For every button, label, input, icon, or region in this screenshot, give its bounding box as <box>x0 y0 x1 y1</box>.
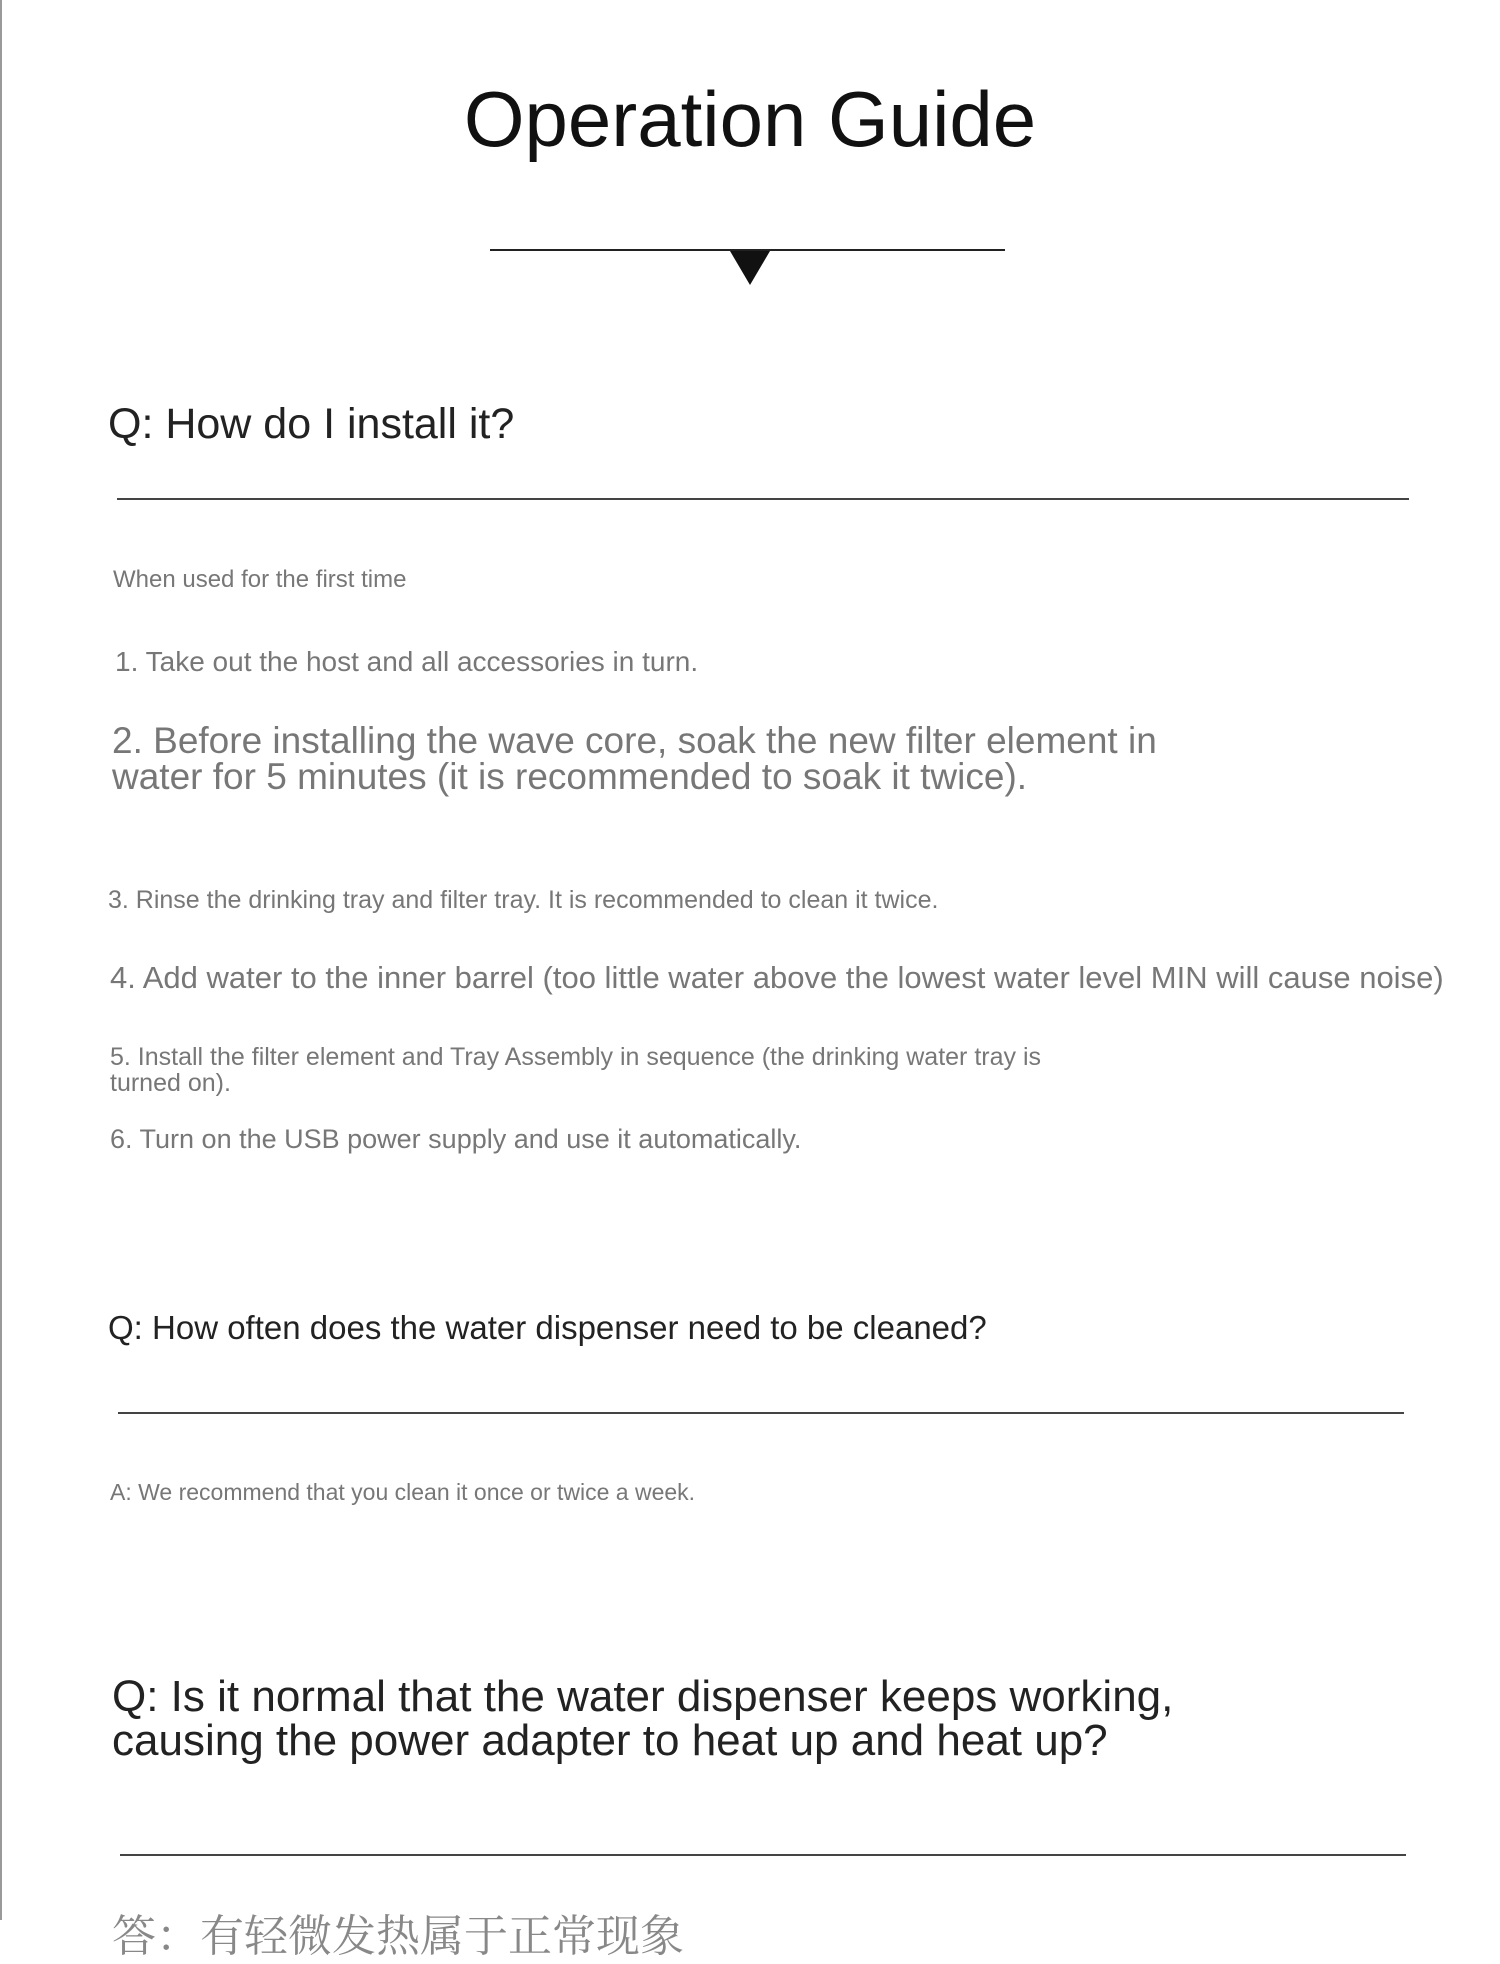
install-step-1: 1. Take out the host and all accessories in turn. <box>115 646 699 677</box>
install-intro: When used for the first time <box>113 566 407 593</box>
install-step-5: 5. Install the filter element and Tray Assembly in sequence (the drinking water tray is turned on). <box>110 1043 1042 1098</box>
down-triangle-icon <box>730 251 770 285</box>
install-step-4: 4. Add water to the inner barrel (too little water above the lowest water level MIN will cause noise) <box>110 960 1444 995</box>
install-step-3: 3. Rinse the drinking tray and filter tray. It is recommended to clean it twice. <box>108 886 939 914</box>
question-install: Q: How do I install it? <box>108 400 515 448</box>
install-step-6: 6. Turn on the USB power supply and use it automatically. <box>110 1124 802 1154</box>
answer-adapter-heat-partial: 答：有轻微发热属于正常现象 <box>112 1912 684 1961</box>
install-step-2: 2. Before installing the wave core, soak the new filter element in water for 5 minutes (it is recommended to soak it twice). <box>112 720 1157 798</box>
page-title: Operation Guide <box>463 75 1037 163</box>
page-left-border <box>0 0 2 1920</box>
answer-cleaning: A: We recommend that you clean it once or twice a week. <box>110 1479 696 1505</box>
section-divider <box>118 1412 1404 1414</box>
question-cleaning: Q: How often does the water dispenser need to be cleaned? <box>108 1309 987 1346</box>
section-divider <box>117 498 1409 500</box>
question-adapter-heat: Q: Is it normal that the water dispenser keeps working, causing the power adapter to heat up and heat up? <box>112 1672 1174 1765</box>
section-divider <box>120 1854 1406 1856</box>
